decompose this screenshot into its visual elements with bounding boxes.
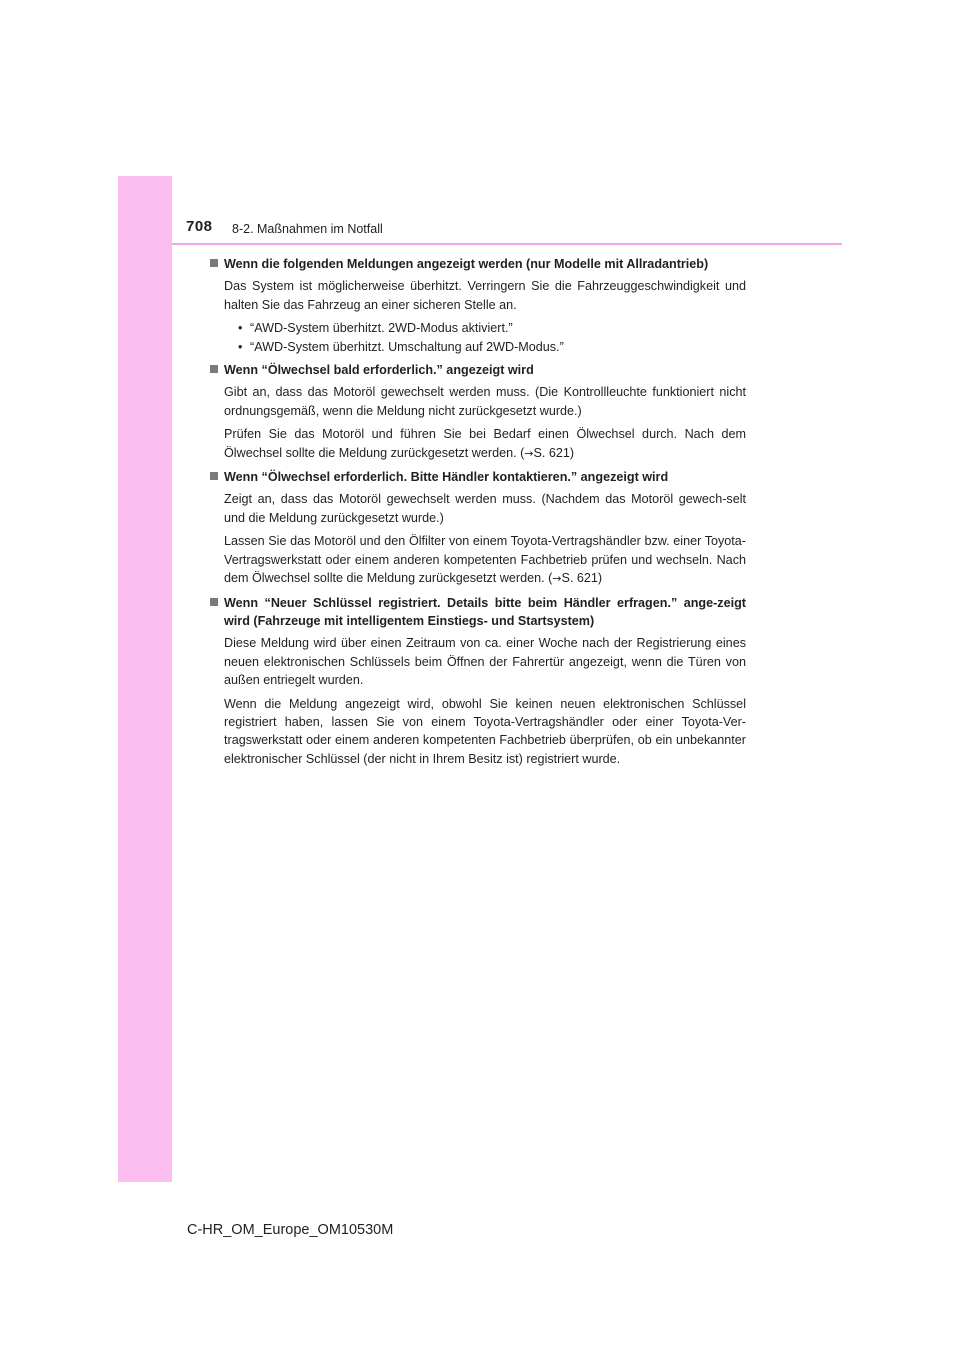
- paragraph: [224, 532, 746, 588]
- heading-text: Wenn “Ölwechsel bald erforderlich.” angezeigt wird: [224, 363, 534, 378]
- list-item-text: “AWD-System überhitzt. Umschaltung auf 2WD-Modus.”: [250, 339, 564, 354]
- section-heading: [210, 361, 746, 379]
- arrow-right-icon: →: [552, 572, 562, 586]
- paragraph: Gibt an, dass das Motoröl gewechselt werden muss. (Die Kontrollleuchte funktioniert nicht ordnungsgemäß, wenn die Meldung nicht zurückgesetzt wurde.): [224, 385, 746, 418]
- page-reference-link[interactable]: S. 621): [561, 571, 603, 586]
- section-oil-change-soon: [210, 361, 746, 463]
- paragraph: Zeigt an, dass das Motoröl gewechselt werden muss. (Nachdem das Motoröl gewech-selt und die Meldung zurückgesetzt wurde.): [224, 492, 746, 525]
- heading-text: Wenn “Ölwechsel erforderlich. Bitte Händler kontaktieren.” angezeigt wird: [224, 470, 669, 485]
- list-item: [238, 319, 746, 337]
- paragraph: Wenn die Meldung angezeigt wird, obwohl Sie keinen neuen elektronischen Schlüssel registriert haben, lassen Sie von einem Toyota-Vertragshändler oder einer Toyota-Ver-tragswerkstatt oder einem anderen kompetenten Fachbetrieb überprüfen, ob ein unbekannter elektronischer Schlüssel (der nicht in Ihrem Besitz ist) registriert wurde.: [224, 696, 746, 766]
- section-title: 8-2. Maßnahmen im Notfall: [232, 222, 383, 236]
- paragraph: Das System ist möglicherweise überhitzt. Verringern Sie die Fahrzeuggeschwindigkeit und halten Sie das Fahrzeug an einer sicheren Stelle an.: [224, 279, 746, 312]
- section-heading: [210, 594, 746, 631]
- section-oil-change-required: [210, 468, 746, 588]
- list-item-text: “AWD-System überhitzt. 2WD-Modus aktiviert.”: [250, 321, 513, 336]
- paragraph-text: Lassen Sie das Motoröl und den Ölfilter von einem Toyota-Vertragshändler bzw. einer Toyota-Vertragswerkstatt oder einem anderen kompetenten Fachbetrieb prüfen und wechseln. Nach dem Ölwechsel sollte die Meldung zurückgesetzt werden. (: [224, 534, 746, 586]
- page-reference-link[interactable]: S. 621): [533, 445, 575, 460]
- section-awd-messages: [210, 255, 746, 356]
- square-bullet-icon: [210, 598, 218, 606]
- paragraph: [224, 425, 746, 463]
- square-bullet-icon: [210, 365, 218, 373]
- paragraph: Diese Meldung wird über einen Zeitraum von ca. einer Woche nach der Registrierung eines neuen elektronischen Schlüssels beim Öffnen der Fahrertür angezeigt, wenn die Türen von außen entriegelt wurden.: [224, 636, 746, 688]
- arrow-right-icon: →: [524, 446, 534, 460]
- page-number: 708: [186, 218, 213, 235]
- bullet-list: [238, 319, 746, 356]
- section-new-key-registered: [210, 594, 746, 769]
- bullet-icon: •: [238, 339, 243, 354]
- footer-document-id: C-HR_OM_Europe_OM10530M: [187, 1222, 394, 1238]
- chapter-tab-sidebar: [118, 176, 172, 1182]
- heading-text: Wenn “Neuer Schlüssel registriert. Details bitte beim Händler erfragen.” ange-zeigt wird (Fahrzeuge mit intelligentem Einstiegs- und Startsystem): [224, 595, 746, 628]
- header-divider: [172, 243, 842, 245]
- section-heading: [210, 255, 746, 273]
- page-content: [210, 255, 746, 773]
- section-heading: [210, 468, 746, 486]
- list-item: [238, 338, 746, 356]
- paragraph-text: Prüfen Sie das Motoröl und führen Sie bei Bedarf einen Ölwechsel durch. Nach dem Ölwechsel sollte die Meldung zurückgesetzt werden. (: [224, 427, 746, 460]
- square-bullet-icon: [210, 472, 218, 480]
- square-bullet-icon: [210, 259, 218, 267]
- heading-text: Wenn die folgenden Meldungen angezeigt werden (nur Modelle mit Allradantrieb): [224, 257, 709, 271]
- bullet-icon: •: [238, 321, 243, 336]
